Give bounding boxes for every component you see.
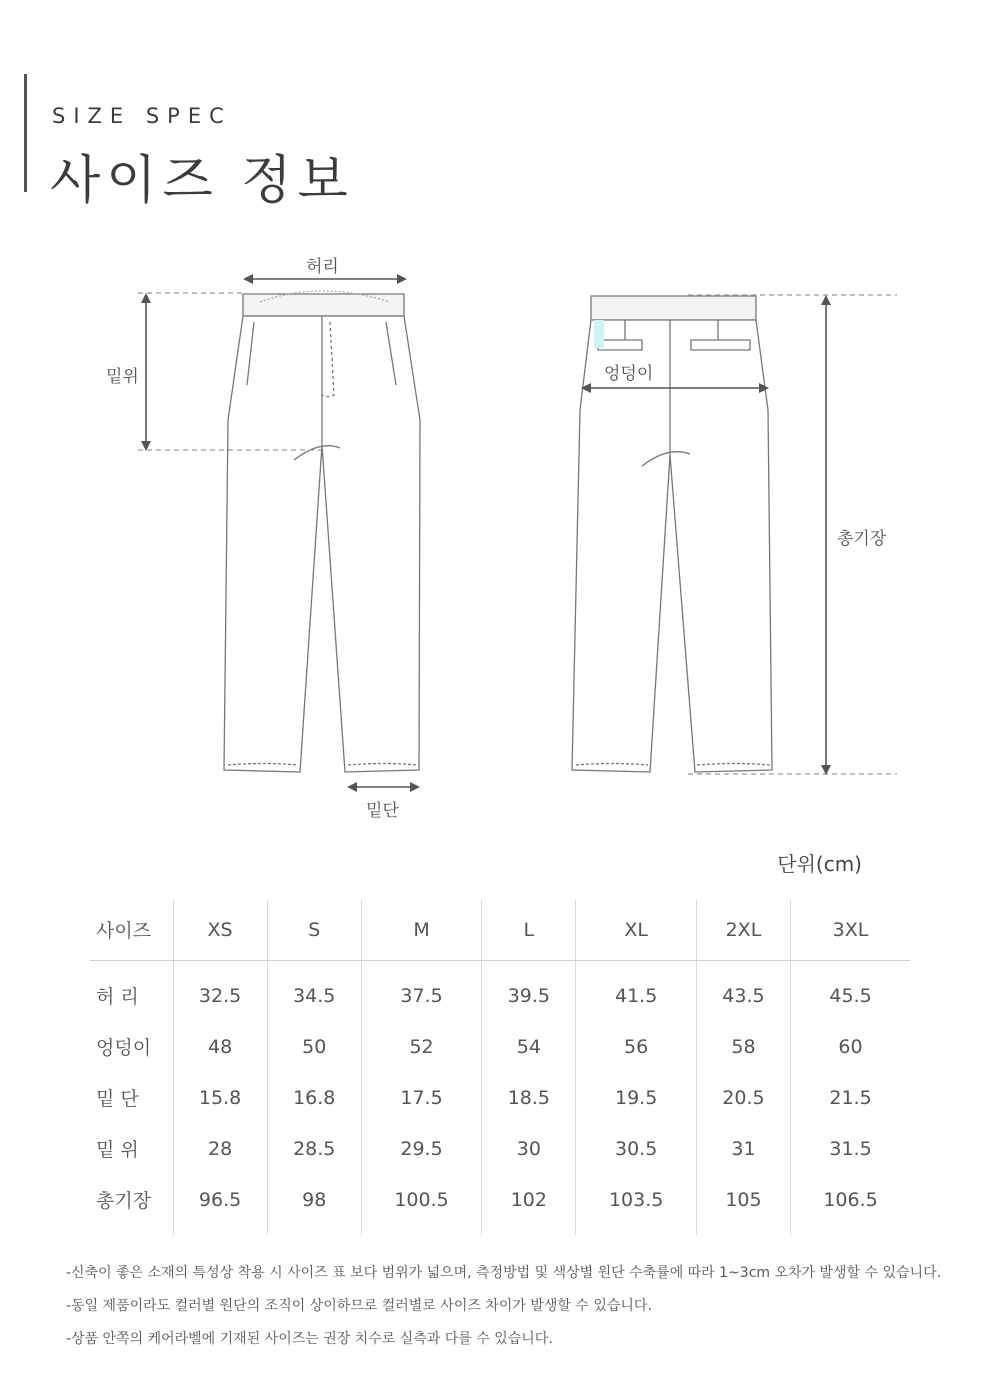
table-cell: 105 (696, 1174, 790, 1235)
table-row-waist (90, 960, 910, 1021)
table-cell: 100.5 (361, 1174, 481, 1235)
label-waist: 허리 (306, 257, 339, 277)
table-cell: 32.5 (173, 960, 267, 1021)
size-header-3xl: 3XL (791, 900, 910, 960)
table-cell: 31 (696, 1123, 790, 1174)
label-hem: 밑단 (366, 801, 399, 821)
note-item: -동일 제품이라도 컬러별 원단의 조직이 상이하므로 컬러별로 사이즈 차이가 발생할 수 있습니다. (66, 1298, 652, 1314)
table-cell: 60 (791, 1021, 910, 1072)
size-header-xs: XS (173, 900, 267, 960)
size-table (90, 900, 910, 1235)
table-cell: 103.5 (576, 1174, 696, 1235)
table-cell: 18.5 (482, 1072, 576, 1123)
label-total-length: 총기장 (837, 529, 887, 549)
row-label: 밑 단 (96, 1088, 139, 1110)
note-item: -신축이 좋은 소재의 특성상 착용 시 사이즈 표 보다 범위가 넓으며, 측정방법 및 색상별 원단 수축률에 따라 1~3cm 오차가 발생할 수 있습니다. (66, 1265, 942, 1281)
table-row-total-length (90, 1174, 910, 1235)
notes-list (66, 1262, 966, 1361)
table-cell: 29.5 (361, 1123, 481, 1174)
front-pants-drawing (224, 291, 420, 772)
table-cell: 16.8 (267, 1072, 361, 1123)
table-cell: 48 (173, 1021, 267, 1072)
table-cell: 54 (482, 1021, 576, 1072)
table-cell: 37.5 (361, 960, 481, 1021)
table-row-rise (90, 1123, 910, 1174)
table-cell: 20.5 (696, 1072, 790, 1123)
table-cell: 58 (696, 1021, 790, 1072)
row-label: 엉덩이 (96, 1037, 152, 1059)
table-cell: 45.5 (791, 960, 910, 1021)
table-cell: 30.5 (576, 1123, 696, 1174)
size-header-xl: XL (576, 900, 696, 960)
table-cell: 96.5 (173, 1174, 267, 1235)
table-cell: 28 (173, 1123, 267, 1174)
table-cell: 41.5 (576, 960, 696, 1021)
table-cell: 21.5 (791, 1072, 910, 1123)
table-cell: 31.5 (791, 1123, 910, 1174)
pants-diagram (0, 230, 1000, 830)
table-row-hip (90, 1021, 910, 1072)
row-label: 허 리 (96, 986, 139, 1009)
table-cell: 106.5 (791, 1174, 910, 1235)
size-header-l: L (482, 900, 576, 960)
label-hip: 엉덩이 (604, 364, 654, 384)
table-cell: 15.8 (173, 1072, 267, 1123)
row-label: 밑 위 (96, 1139, 139, 1161)
size-header-label: 사이즈 (90, 900, 173, 960)
table-cell: 50 (267, 1021, 361, 1072)
note-item: -상품 안쪽의 케어라벨에 기재된 사이즈는 권장 치수로 실측과 다를 수 있습니다. (66, 1331, 553, 1347)
table-cell: 39.5 (482, 960, 576, 1021)
label-rise: 밑위 (106, 367, 139, 387)
table-cell: 17.5 (361, 1072, 481, 1123)
table-cell: 28.5 (267, 1123, 361, 1174)
title-accent-bar (24, 74, 27, 192)
table-cell: 102 (482, 1174, 576, 1235)
table-cell: 56 (576, 1021, 696, 1072)
table-cell: 98 (267, 1174, 361, 1235)
table-cell: 30 (482, 1123, 576, 1174)
title-english: SIZE SPEC (52, 104, 232, 128)
table-cell: 52 (361, 1021, 481, 1072)
size-header-s: S (267, 900, 361, 960)
size-table-header-row (90, 900, 910, 960)
table-cell: 34.5 (267, 960, 361, 1021)
title-korean: 사이즈 정보 (50, 151, 354, 211)
unit-label: 단위(cm) (777, 852, 862, 876)
table-cell: 43.5 (696, 960, 790, 1021)
row-label: 총기장 (96, 1190, 152, 1212)
table-cell: 19.5 (576, 1072, 696, 1123)
table-row-hem (90, 1072, 910, 1123)
size-header-m: M (361, 900, 481, 960)
back-pants-drawing (572, 296, 772, 772)
size-header-2xl: 2XL (696, 900, 790, 960)
